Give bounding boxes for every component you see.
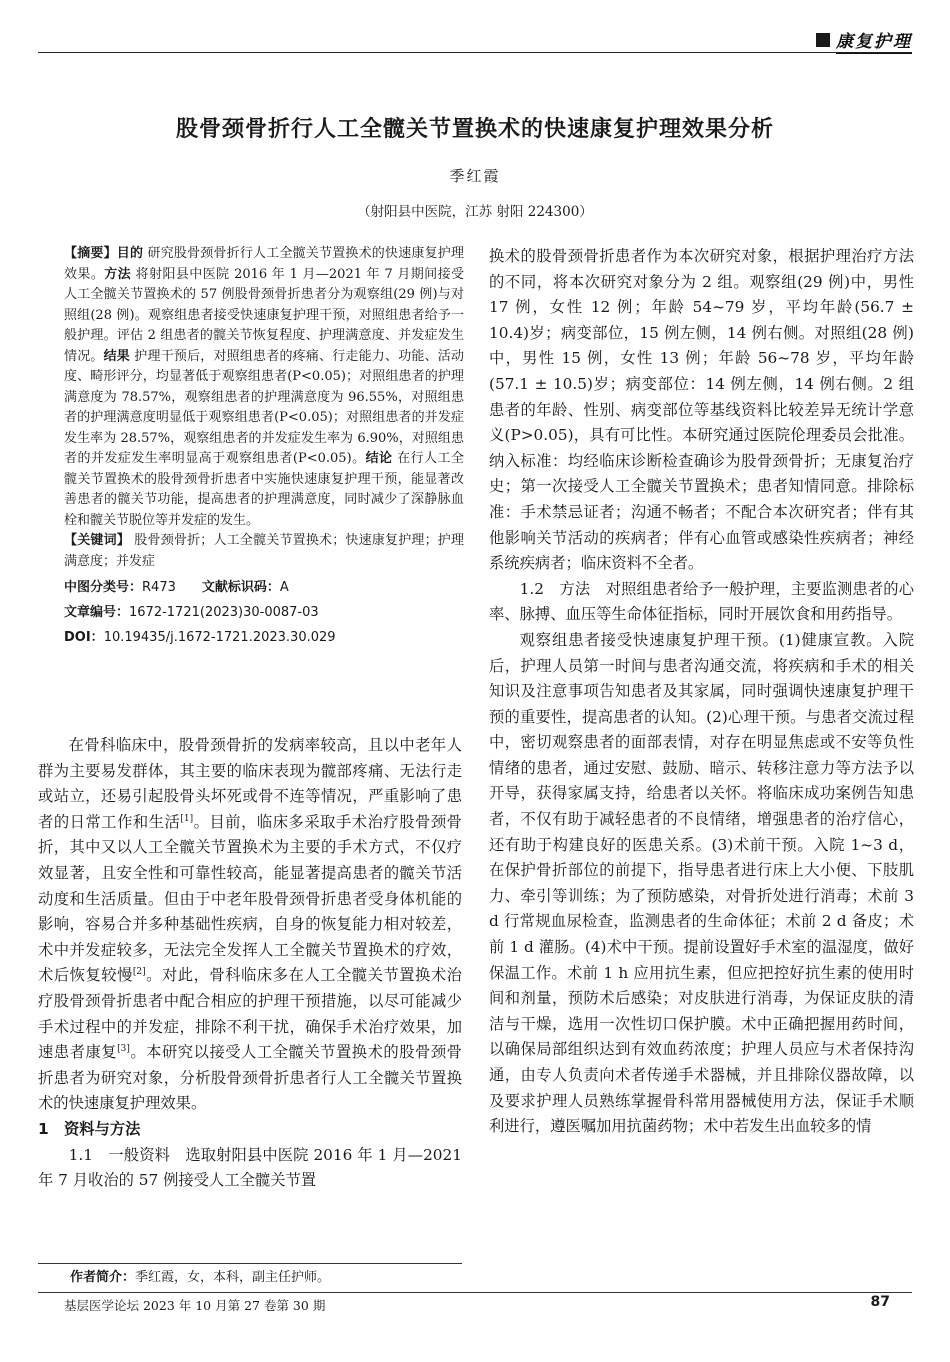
article-number-line — [64, 600, 464, 625]
section-tag — [816, 28, 912, 52]
footer-rule — [38, 1292, 912, 1293]
square-icon — [816, 33, 830, 47]
footnote-text: 季红霞，女，本科，副主任护师。 — [135, 1270, 331, 1285]
observation-group-paragraph: 观察组患者接受快速康复护理干预。(1)健康宣教。入院后，护理人员第一时间与患者沟通交流，将疾病和手术的相关知识及注意事项告知患者及其家属，同时强调快速康复护理干预的重要性，提高患者的认知。(2)心理干预。与患者交流过程中，密切观察患者的面部表情，对存在明显焦虑或不安等负性情绪的患者，通过安慰、鼓励、暗示、转移注意力等方法予以开导，获得家属支持，给患者以关怀。将临床成功案例告知患者，不仅有助于减轻患者的不良情绪，增强患者的治疗信心，还有助于构建良好的医患关系。(3)术前干预。入院 1~3 d，在保护骨折部位的前提下，指导患者进行床上大小便、下肢肌力、牵引等训练；为了预防感染，对骨折处进行消毒；术前 3 d 行常规血尿检查，监测患者的生命体征；术前 2 d 备皮；术前 1 d 灌肠。(4)术中干预。提前设置好手术室的温湿度，做好保温工作。术前 1 h 应用抗生素，但应把控好抗生素的使用时间和剂量，预防术后感染；对皮肤进行消毒，为保证皮肤的清洁与干燥，选用一次性切口保护膜。术中正确把握用药时间，以确保局部组织达到有效血药浓度；护理人员应与术者保持沟通，由专人负责向术者传递手术器械，并且排除仪器故障，以及要求护理人员熟练掌握骨科常用器械使用方法，保证手术顺利进行，遵医嘱加用抗菌药物；术中若发生出血较多的情 — [489, 630, 914, 1136]
result-text: 护理干预后，对照组患者的疼痛、行走能力、功能、活动度、畸形评分，均显著低于观察组患者(P<0.05)；对照组患者的护理满意度为 78.57%，观察组患者的护理满意度为 96.55%，对照组患者的护理满意度明显低于观察组患者(P<0.05)；对照组患者的并发症发生率为 28.57%，观察组患者的并发症发生率为 6.90%，对照组患者的并发症发生率明显高于观察组患者(P<0.05)。 — [64, 348, 464, 466]
ref-2: [2] — [132, 967, 146, 978]
intro-text-b: 。目前，临床多采取手术治疗股骨颈骨折，其中又以人工全髋关节置换术为主要的手术方式，不仅疗效显著，且安全性和可靠性较高，能显著提高患者的髋关节活动度和生活质量。但由于中老年股骨颈骨折患者受身体机能的影响，容易合并多种基础性疾病，自身的恢复能力相对较差，术中并发症较多，无法完全发挥人工全髋关节置换术的疗效，术后恢复较慢 — [38, 812, 462, 985]
abstract-label: 【摘要】 — [64, 246, 117, 261]
header-rule — [38, 52, 912, 53]
journal-info: 基层医学论坛 2023 年 10 月第 27 卷第 30 期 — [64, 1298, 326, 1313]
ref-3: [3] — [117, 1044, 130, 1055]
keywords — [64, 531, 464, 572]
section-tag-label: 康复护理 — [836, 27, 912, 54]
doc-value: A — [279, 580, 289, 595]
method-text: 将射阳县中医院 2016 年 1 月—2021 年 7 月期间接受人工全髋关节置换术的 57 例股骨颈骨折患者分为观察组(29 例)与对照组(28 例)。观察组患者接受快速康复护理干预，对照组患者给予一般护理。评估 2 组患者的髋关节恢复程度、护理满意度、并发症发生情况。 — [64, 266, 464, 364]
goal-label: 目的 — [116, 246, 144, 261]
article-affiliation: （射阳县中医院，江苏 射阳 224300） — [357, 204, 593, 220]
author-footnote — [70, 1266, 330, 1285]
keywords-text: 股骨颈骨折；人工全髋关节置换术；快速康复护理；护理满意度；并发症 — [64, 533, 464, 569]
doi-value: 10.19435/j.1672-1721.2023.30.029 — [103, 630, 336, 645]
section-1-1-start: 1.1 一般资料 选取射阳县中医院 2016 年 1 月—2021 年 7 月收治的 57 例接受人工全髋关节置 — [38, 1145, 462, 1190]
page-number: 87 — [870, 1294, 890, 1310]
doc-label: 文献标识码： — [201, 580, 280, 595]
article-no-label: 文章编号： — [64, 605, 130, 620]
doi-label: DOI： — [64, 630, 104, 645]
keywords-label: 【关键词】 — [64, 533, 130, 548]
article-author: 季红霞 — [449, 167, 501, 185]
method-label: 方法 — [104, 266, 132, 282]
intro-paragraph — [38, 733, 462, 1117]
article-meta — [64, 575, 464, 650]
goal-text: 研究股骨颈骨折行人工全髋关节置换术的快速康复护理效果。 — [64, 246, 464, 282]
footnote-rule — [38, 1263, 462, 1264]
result-label: 结果 — [103, 348, 130, 364]
abstract — [64, 244, 464, 531]
left-column-body — [38, 733, 462, 1194]
intro-text-a: 在骨科临床中，股骨颈骨折的发病率较高，且以中老年人群为主要易发群体，其主要的临床表现为髋部疼痛、无法行走或站立，还易引起股骨头坏死或骨不连等情况，严重影响了患者的日常工作和生活 — [38, 736, 462, 831]
article-title: 股骨颈骨折行人工全髋关节置换术的快速康复护理效果分析 — [175, 117, 774, 142]
intro-text-d: 。本研究以接受人工全髋关节置换术的股骨颈骨折患者为研究对象，分析股骨颈骨折患者行人工全髋关节置换术的快速康复护理效果。 — [38, 1043, 462, 1113]
section-heading-1: 1 资料与方法 — [38, 1119, 141, 1138]
clc-label: 中图分类号： — [64, 580, 143, 595]
section-1-2: 1.2 方法 对照组患者给予一般护理，主要监测患者的心率、脉搏、血压等生命体征指标，同时开展饮食和用药指导。 — [489, 579, 914, 624]
conclusion-label: 结论 — [365, 451, 393, 466]
abstract-block — [64, 244, 464, 650]
intro-text-c: 。对此，骨科临床多在人工全髋关节置换术治疗股骨颈骨折患者中配合相应的护理干预措施，以尽可能减少手术过程中的并发症，排除不利干扰，确保手术治疗效果，加速患者康复 — [38, 966, 462, 1062]
classification-line — [64, 575, 464, 600]
ref-1: [1] — [180, 813, 194, 824]
right-column-body — [489, 244, 914, 1140]
footnote-label: 作者简介： — [70, 1270, 136, 1285]
clc-value: R473 — [142, 580, 176, 595]
conclusion-text: 在行人工全髋关节置换术的股骨颈骨折患者中实施快速康复护理干预，能显著改善患者的髋关节功能，提高患者的护理满意度，同时减少了深静脉血栓和髋关节脱位等并发症的发生。 — [64, 451, 464, 528]
article-no-value: 1672-1721(2023)30-0087-03 — [129, 605, 319, 620]
doi-line — [64, 625, 464, 650]
section-1-1-continued: 换术的股骨颈骨折患者作为本次研究对象，根据护理治疗方法的不同，将本次研究对象分为 2 组。观察组(29 例)中，男性 17 例，女性 12 例；年龄 54~79 岁，平均年龄(56.7 ± 10.4)岁；病变部位，15 例左侧，14 例右侧。对照组(28 例)中，男性 15 例，女性 13 例；年龄 56~78 岁，平均年龄(57.1 ± 10.5)岁；病变部位：14 例左侧，14 例右侧。2 组患者的年龄、性别、病变部位等基线资料比较差异无统计学意义(P>0.05)，具有可比性。本研究通过医院伦理委员会批准。纳入标准：均经临床诊断检查确诊为股骨颈骨折；无康复治疗史；第一次接受人工全髋关节置换术；患者知情同意。排除标准：手术禁忌证者；沟通不畅者；不配合本次研究者；伴有其他影响关节活动的疾病者；伴有心血管或感染性疾病者；神经系统疾病者；临床资料不全者。 — [489, 247, 914, 573]
